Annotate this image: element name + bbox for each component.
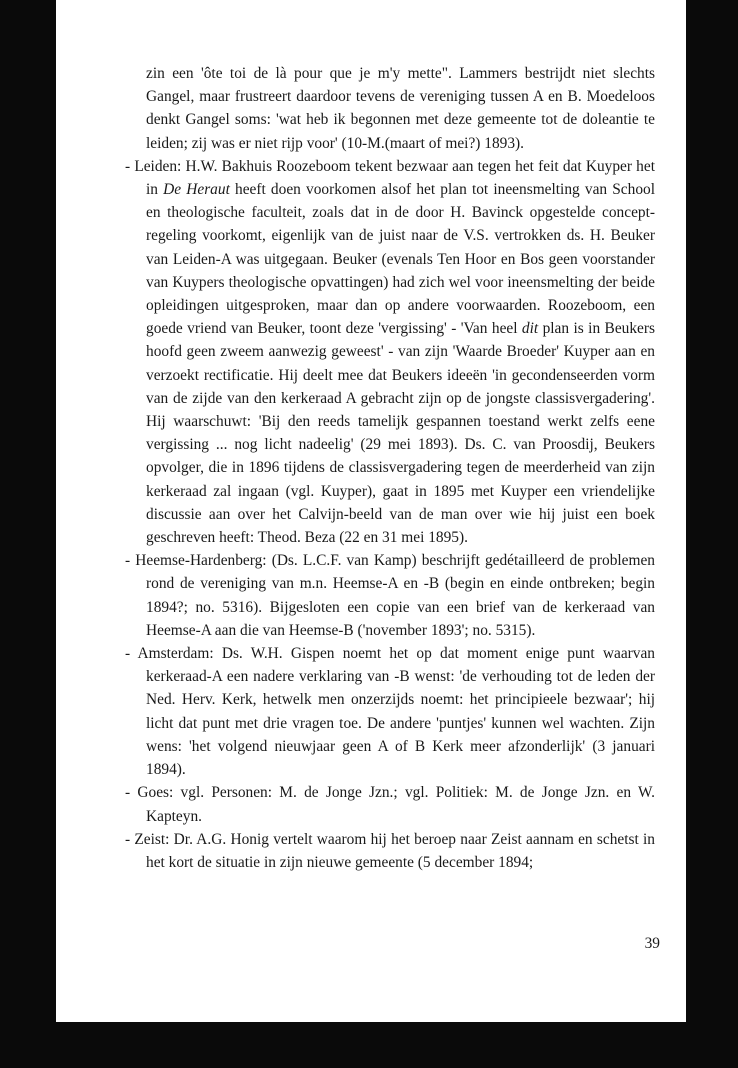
paragraph <box>125 155 655 549</box>
scan-border-right <box>686 0 738 1068</box>
list-dash: - <box>125 784 138 802</box>
document-body <box>125 62 655 874</box>
text-run: plan is in Beukers hoofd geen zweem aanwezig geweest' - van zijn 'Waarde Broeder' Kuyper aan en verzoekt rectificatie. Hij deelt mee dat Beukers ideeën 'in gecondenseerden vorm van de zijde van den kerkeraad A gebracht zijn op de jongste classisvergadering'. Hij waarschuwt: 'Bij den reeds tamelijk gespannen toestand werkt zelfs eene vergissing ... nog licht nadeelig' (29 mei 1893). Ds. C. van Proosdij, Beukers opvolger, die in 1896 tijdens de classisvergadering tegen de meerderheid van zijn kerkeraad zal ingaan (vgl. Kuyper), gaat in 1895 met Kuyper een vriendelijke discussie aan over het Calvijn-beeld van de man over wie hij juist een boek geschreven heeft: Theod. Beza (22 en 31 mei 1895). <box>146 320 655 547</box>
list-dash: - <box>125 552 136 570</box>
paragraph <box>125 781 655 827</box>
text-run: Amsterdam: Ds. W.H. Gispen noemt het op dat moment enige punt waarvan kerkeraad-A een nadere verklaring van -B wenst: 'de verhouding tot de leden der Ned. Herv. Kerk, hetwelk men onzerzijds noemt: het principieele bezwaar'; hij licht dat punt met drie vragen toe. De andere 'puntjes' kunnen wel wachten. Zijn wens: 'het volgend nieuwjaar geen A of B Kerk meer afzonderlijk' (3 januari 1894). <box>137 645 656 779</box>
paragraph <box>125 828 655 874</box>
scan-border-bottom <box>0 1022 738 1068</box>
scan-border-left <box>0 0 56 1068</box>
list-dash: - <box>125 157 135 175</box>
paragraph <box>125 549 655 642</box>
paragraph <box>125 62 655 155</box>
text-run: Leiden: H.W. Bakhuis Roozeboom tekent bezwaar aan tegen het feit dat Kuyper het in <box>134 157 655 199</box>
italic-text: dit <box>521 320 539 338</box>
paragraph <box>125 642 655 781</box>
list-dash: - <box>125 645 138 663</box>
italic-text: De Heraut <box>163 181 230 199</box>
text-run: Zeist: Dr. A.G. Honig vertelt waarom hij het beroep naar Zeist aannam en schetst in het kort de situatie in zijn nieuwe gemeente (5 december 1894; <box>134 830 655 871</box>
text-run: zin een 'ôte toi de là pour que je m'y mette". Lammers bestrijdt niet slechts Gangel, maar frustreert daardoor tevens de vereniging tussen A en B. Moedeloos denkt Gangel soms: 'wat heb ik begonnen met deze gemeente tot de doleantie te leiden; zij was er niet rijp voor' (10-M.(maart of mei?) 1893). <box>146 65 655 152</box>
list-dash: - <box>125 830 135 848</box>
text-run: Heemse-Hardenberg: (Ds. L.C.F. van Kamp) beschrijft gedétailleerd de problemen rond de vereniging van m.n. Heemse-A en -B (begin en einde ontbreken; begin 1894?; no. 5316). Bijgesloten een copie van een brief van de kerkeraad van Heemse-A aan die van Heemse-B ('november 1893'; no. 5315). <box>135 552 655 639</box>
text-run: heeft doen voorkomen alsof het plan tot ineensmelting van School en theologische faculteit, zoals dat in de door H. Bavinck opgestelde concept-regeling voorkomt, eigenlijk van de juist naar de V.S. vertrokken ds. H. Beuker van Leiden-A was uitgegaan. Beuker (evenals Ten Hoor en Bos geen voorstander van Kuypers theologische opvattingen) had zich wel voor ineensmelting der beide opleidingen uitgesproken, maar dan op andere voorwaarden. Roozeboom, een goede vriend van Beuker, toont deze 'vergissing' - 'Van heel <box>146 181 656 338</box>
text-run: Goes: vgl. Personen: M. de Jonge Jzn.; vgl. Politiek: M. de Jonge Jzn. en W. Kapteyn. <box>137 784 655 825</box>
page-number: 39 <box>644 935 660 952</box>
